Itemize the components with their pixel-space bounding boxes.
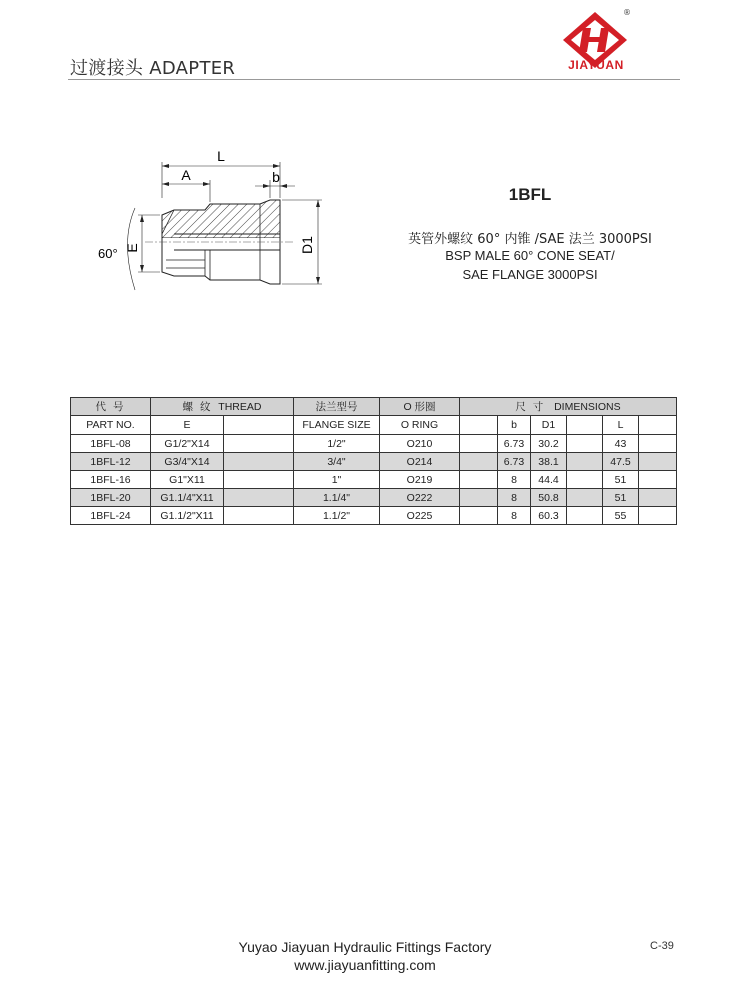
footer-company: Yuyao Jiayuan Hydraulic Fittings Factory — [238, 939, 492, 955]
header-blank — [460, 416, 498, 435]
table-cell: G1"X11 — [151, 471, 224, 489]
table-cell: O219 — [380, 471, 460, 489]
table-cell: O214 — [380, 453, 460, 471]
table-cell: 51 — [603, 471, 639, 489]
adapter-drawing — [90, 140, 350, 320]
table-cell — [639, 435, 677, 453]
table-cell — [567, 471, 603, 489]
header-part-cn: 代 号 — [71, 398, 151, 416]
table-cell: 1.1/4" — [294, 489, 380, 507]
model-number: 1BFL — [508, 185, 552, 204]
dim-label-l: L — [217, 148, 225, 164]
table-cell — [460, 489, 498, 507]
table-cell: 1/2" — [294, 435, 380, 453]
header-blank — [224, 416, 294, 435]
table-cell: 1BFL-20 — [71, 489, 151, 507]
table-cell: O210 — [380, 435, 460, 453]
registered-mark: ® — [623, 8, 631, 17]
table-cell: G1/2"X14 — [151, 435, 224, 453]
table-cell: O225 — [380, 507, 460, 525]
spec-table — [70, 397, 677, 525]
description-en-1: BSP MALE 60° CONE SEAT/ — [445, 248, 615, 263]
table-cell — [567, 489, 603, 507]
table-cell: 3/4" — [294, 453, 380, 471]
table-cell: 1" — [294, 471, 380, 489]
table-cell: 38.1 — [531, 453, 567, 471]
dim-label-a: A — [181, 167, 191, 183]
table-cell: G3/4"X14 — [151, 453, 224, 471]
footer-website[interactable]: www.jiayuanfitting.com — [294, 957, 436, 973]
header-flange-size: FLANGE SIZE — [294, 416, 380, 435]
table-cell — [639, 453, 677, 471]
description-en-2: SAE FLANGE 3000PSI — [462, 267, 598, 282]
table-cell: 55 — [603, 507, 639, 525]
table-cell — [460, 471, 498, 489]
table-row — [71, 453, 677, 471]
header-flange-cn: 法兰型号 — [294, 398, 380, 416]
table-cell: 6.73 — [498, 453, 531, 471]
table-cell: 1.1/2" — [294, 507, 380, 525]
table-cell: G1.1/4"X11 — [151, 489, 224, 507]
table-cell: G1.1/2"X11 — [151, 507, 224, 525]
dim-label-d1: D1 — [299, 236, 315, 254]
table-cell: 50.8 — [531, 489, 567, 507]
table-cell: 30.2 — [531, 435, 567, 453]
table-cell — [567, 453, 603, 471]
table-cell — [224, 435, 294, 453]
table-row — [71, 471, 677, 489]
header-d1: D1 — [531, 416, 567, 435]
page-number: C-39 — [650, 940, 674, 952]
table-cell: O222 — [380, 489, 460, 507]
table-cell: 1BFL-16 — [71, 471, 151, 489]
header-blank — [567, 416, 603, 435]
table-cell: 47.5 — [603, 453, 639, 471]
table-cell — [224, 471, 294, 489]
table-sub-header-row — [71, 416, 677, 435]
table-cell — [460, 435, 498, 453]
logo-text: JIAYUAN — [568, 58, 624, 72]
table-cell: 8 — [498, 489, 531, 507]
header-dimensions: 尺 寸 DIMENSIONS — [460, 398, 677, 416]
table-cell: 43 — [603, 435, 639, 453]
table-cell — [567, 435, 603, 453]
table-cell — [639, 507, 677, 525]
header-o-ring: O RING — [380, 416, 460, 435]
table-cell — [460, 507, 498, 525]
header-l: L — [603, 416, 639, 435]
table-cell: 1BFL-08 — [71, 435, 151, 453]
header-e: E — [151, 416, 224, 435]
table-group-header-row — [71, 398, 677, 416]
description-cn: 英管外螺纹 60° 内锥 /SAE 法兰 3000PSI — [408, 232, 652, 247]
page-title: 过渡接头 ADAPTER — [70, 58, 236, 79]
table-cell — [460, 453, 498, 471]
table-cell: 44.4 — [531, 471, 567, 489]
table-cell: 1BFL-12 — [71, 453, 151, 471]
header-blank — [639, 416, 677, 435]
header-divider — [68, 79, 680, 80]
dim-label-b: b — [272, 169, 280, 185]
table-cell: 6.73 — [498, 435, 531, 453]
table-cell — [567, 507, 603, 525]
header-part-no: PART NO. — [71, 416, 151, 435]
table-row — [71, 435, 677, 453]
table-cell — [224, 489, 294, 507]
table-cell — [639, 489, 677, 507]
table-cell — [224, 453, 294, 471]
header-oring-cn: O 形圈 — [380, 398, 460, 416]
table-row — [71, 489, 677, 507]
dim-label-e: E — [124, 243, 140, 253]
table-cell — [224, 507, 294, 525]
table-cell: 1BFL-24 — [71, 507, 151, 525]
table-cell — [639, 471, 677, 489]
table-cell: 8 — [498, 471, 531, 489]
header-thread: 螺 纹 THREAD — [151, 398, 294, 416]
table-cell: 51 — [603, 489, 639, 507]
table-cell: 60.3 — [531, 507, 567, 525]
table-cell: 8 — [498, 507, 531, 525]
dim-label-angle: 60° — [98, 246, 118, 261]
header-b: b — [498, 416, 531, 435]
table-row — [71, 507, 677, 525]
